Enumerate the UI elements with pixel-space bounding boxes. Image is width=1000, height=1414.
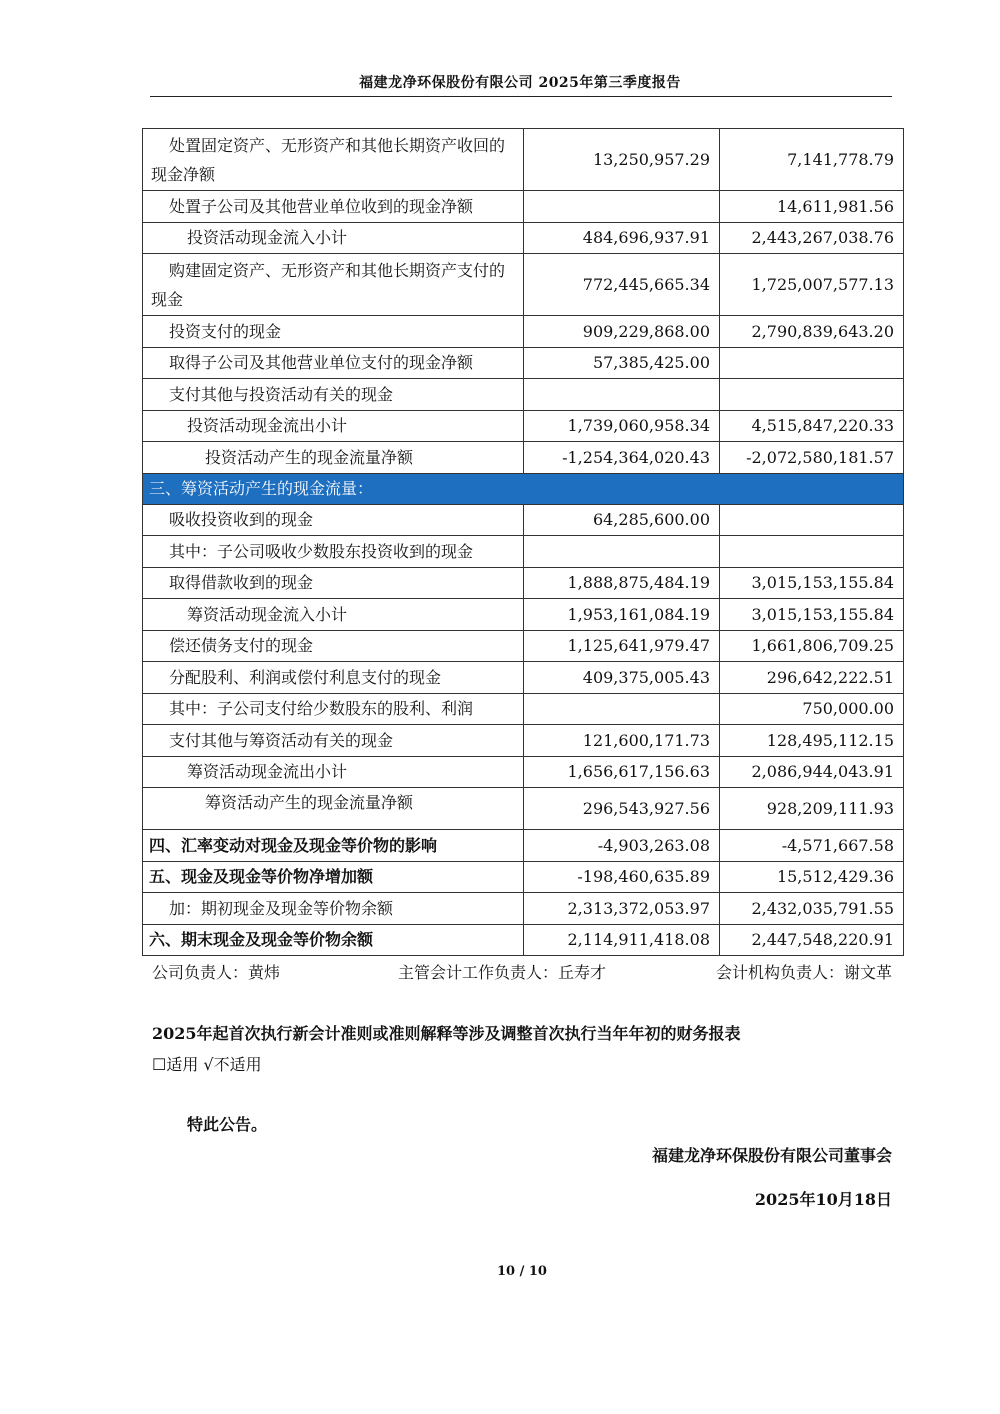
row-label: 分配股利、利润或偿付利息支付的现金 xyxy=(143,662,524,694)
table-row xyxy=(143,410,904,442)
row-label: 筹资活动产生的现金流量净额 xyxy=(143,788,524,830)
row-label: 四、汇率变动对现金及现金等价物的影响 xyxy=(143,830,524,862)
table-row xyxy=(143,662,904,694)
table-row xyxy=(143,893,904,925)
table-row xyxy=(143,830,904,862)
previous-period-value: 15,512,429.36 xyxy=(720,861,904,893)
previous-period-value xyxy=(720,347,904,379)
table-row xyxy=(143,924,904,956)
policy-applicability: ☐适用 √不适用 xyxy=(152,1055,262,1074)
notice-text: 特此公告。 xyxy=(187,1115,268,1134)
page-number: 10 / 10 xyxy=(497,1264,547,1279)
current-period-value: 909,229,868.00 xyxy=(524,316,720,348)
row-label: 购建固定资产、无形资产和其他长期资产支付的现金 xyxy=(143,254,524,316)
signatories xyxy=(152,960,892,984)
previous-period-value: 14,611,981.56 xyxy=(720,191,904,223)
table-row xyxy=(143,504,904,536)
table-row xyxy=(143,630,904,662)
current-period-value: 2,114,911,418.08 xyxy=(524,924,720,956)
current-period-value: 772,445,665.34 xyxy=(524,254,720,316)
current-period-value: 296,543,927.56 xyxy=(524,788,720,830)
row-label: 支付其他与筹资活动有关的现金 xyxy=(143,725,524,757)
table-row xyxy=(143,756,904,788)
row-label: 投资支付的现金 xyxy=(143,316,524,348)
row-label: 其中：子公司吸收少数股东投资收到的现金 xyxy=(143,536,524,568)
current-period-value xyxy=(524,693,720,725)
table-row xyxy=(143,725,904,757)
row-label: 筹资活动现金流出小计 xyxy=(143,756,524,788)
row-label: 五、现金及现金等价物净增加额 xyxy=(143,861,524,893)
row-label: 投资活动现金流入小计 xyxy=(143,222,524,254)
previous-period-value: 296,642,222.51 xyxy=(720,662,904,694)
current-period-value: 1,739,060,958.34 xyxy=(524,410,720,442)
policy-title: 2025年起首次执行新会计准则或准则解释等涉及调整首次执行当年年初的财务报表 xyxy=(152,1024,741,1043)
table-row xyxy=(143,379,904,411)
table-row xyxy=(143,788,904,830)
current-period-value: 64,285,600.00 xyxy=(524,504,720,536)
current-period-value: -4,903,263.08 xyxy=(524,830,720,862)
current-period-value: 1,656,617,156.63 xyxy=(524,756,720,788)
current-period-value xyxy=(524,536,720,568)
table-row xyxy=(143,693,904,725)
section-header-financing: 三、筹资活动产生的现金流量： xyxy=(143,473,904,504)
row-label: 筹资活动现金流入小计 xyxy=(143,599,524,631)
previous-period-value: 7,141,778.79 xyxy=(720,129,904,191)
previous-period-value xyxy=(720,504,904,536)
company-head: 公司负责人：黄炜 xyxy=(152,963,281,982)
table-row xyxy=(143,567,904,599)
page-header-title: 福建龙净环保股份有限公司 2025年第三季度报告 xyxy=(359,75,681,91)
board-signature: 福建龙净环保股份有限公司董事会 xyxy=(651,1146,892,1165)
table-row xyxy=(143,316,904,348)
current-period-value xyxy=(524,379,720,411)
previous-period-value xyxy=(720,379,904,411)
previous-period-value xyxy=(720,536,904,568)
table-row xyxy=(143,599,904,631)
row-label: 六、期末现金及现金等价物余额 xyxy=(143,924,524,956)
previous-period-value: 2,432,035,791.55 xyxy=(720,893,904,925)
current-period-value: 409,375,005.43 xyxy=(524,662,720,694)
accounting-org-head: 会计机构负责人：谢文革 xyxy=(715,963,892,982)
previous-period-value: 128,495,112.15 xyxy=(720,725,904,757)
row-label: 取得借款收到的现金 xyxy=(143,567,524,599)
current-period-value: 121,600,171.73 xyxy=(524,725,720,757)
row-label: 投资活动产生的现金流量净额 xyxy=(143,442,524,474)
previous-period-value: -4,571,667.58 xyxy=(720,830,904,862)
row-label: 取得子公司及其他营业单位支付的现金净额 xyxy=(143,347,524,379)
header-divider xyxy=(150,96,892,97)
table-row xyxy=(143,442,904,474)
announcement-date: 2025年10月18日 xyxy=(754,1190,892,1209)
current-period-value: 1,125,641,979.47 xyxy=(524,630,720,662)
row-label: 加：期初现金及现金等价物余额 xyxy=(143,893,524,925)
row-label: 支付其他与投资活动有关的现金 xyxy=(143,379,524,411)
current-period-value: 2,313,372,053.97 xyxy=(524,893,720,925)
cash-flow-table xyxy=(142,128,904,956)
previous-period-value: 1,661,806,709.25 xyxy=(720,630,904,662)
previous-period-value: 2,086,944,043.91 xyxy=(720,756,904,788)
current-period-value: 13,250,957.29 xyxy=(524,129,720,191)
previous-period-value: 928,209,111.93 xyxy=(720,788,904,830)
previous-period-value: 3,015,153,155.84 xyxy=(720,599,904,631)
section-header-row xyxy=(143,473,904,504)
table-row xyxy=(143,536,904,568)
previous-period-value: -2,072,580,181.57 xyxy=(720,442,904,474)
table-row xyxy=(143,254,904,316)
table-row xyxy=(143,129,904,191)
current-period-value: 1,953,161,084.19 xyxy=(524,599,720,631)
accounting-head: 主管会计工作负责人：丘寿才 xyxy=(398,963,607,982)
row-label: 吸收投资收到的现金 xyxy=(143,504,524,536)
previous-period-value: 1,725,007,577.13 xyxy=(720,254,904,316)
current-period-value: 1,888,875,484.19 xyxy=(524,567,720,599)
table-row xyxy=(143,347,904,379)
row-label: 投资活动现金流出小计 xyxy=(143,410,524,442)
previous-period-value: 2,790,839,643.20 xyxy=(720,316,904,348)
current-period-value: 57,385,425.00 xyxy=(524,347,720,379)
previous-period-value: 4,515,847,220.33 xyxy=(720,410,904,442)
row-label: 处置子公司及其他营业单位收到的现金净额 xyxy=(143,191,524,223)
previous-period-value: 3,015,153,155.84 xyxy=(720,567,904,599)
previous-period-value: 2,443,267,038.76 xyxy=(720,222,904,254)
previous-period-value: 2,447,548,220.91 xyxy=(720,924,904,956)
current-period-value: -198,460,635.89 xyxy=(524,861,720,893)
current-period-value: -1,254,364,020.43 xyxy=(524,442,720,474)
table-row xyxy=(143,861,904,893)
previous-period-value: 750,000.00 xyxy=(720,693,904,725)
table-row xyxy=(143,222,904,254)
table-row xyxy=(143,191,904,223)
current-period-value xyxy=(524,191,720,223)
row-label: 偿还债务支付的现金 xyxy=(143,630,524,662)
current-period-value: 484,696,937.91 xyxy=(524,222,720,254)
row-label: 其中：子公司支付给少数股东的股利、利润 xyxy=(143,693,524,725)
row-label: 处置固定资产、无形资产和其他长期资产收回的现金净额 xyxy=(143,129,524,191)
